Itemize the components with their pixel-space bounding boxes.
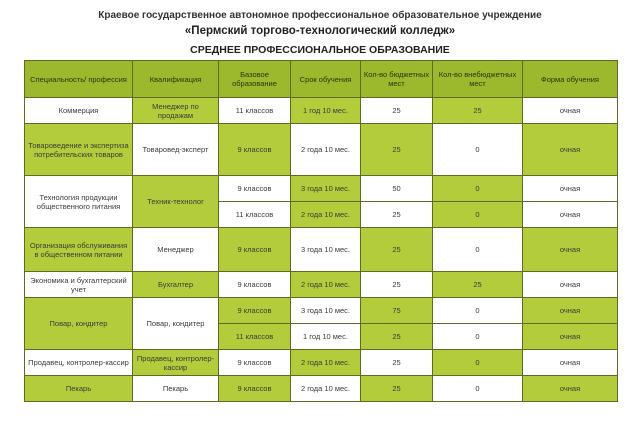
column-header: Кол-во бюджетных мест <box>361 61 433 98</box>
table-row <box>25 376 618 402</box>
table-cell: 25 <box>361 350 433 376</box>
column-header: Специальность/ профессия <box>25 61 133 98</box>
table-cell: 25 <box>361 324 433 350</box>
column-header: Форма обучения <box>523 61 618 98</box>
table-cell: Менеджер по продажам <box>133 98 219 124</box>
table-cell: Техник-технолог <box>133 176 219 228</box>
table-cell: Пекарь <box>25 376 133 402</box>
table-cell: 25 <box>361 272 433 298</box>
table-cell: Повар, кондитер <box>133 298 219 350</box>
table-cell: 2 года 10 мес. <box>291 350 361 376</box>
table-cell: Менеджер <box>133 228 219 272</box>
table-cell: Товароведение и экспертиза потребительских товаров <box>25 124 133 176</box>
table-cell: Технология продукции общественного питания <box>25 176 133 228</box>
section-title: СРЕДНЕЕ ПРОФЕССИОНАЛЬНОЕ ОБРАЗОВАНИЕ <box>190 44 450 56</box>
table-cell: Товаровед-эксперт <box>133 124 219 176</box>
table-cell: 2 года 10 мес. <box>291 376 361 402</box>
table-cell: Организация обслуживания в общественном питании <box>25 228 133 272</box>
table-row <box>25 298 618 324</box>
column-header: Базовое образование <box>219 61 291 98</box>
table-cell: очная <box>523 176 618 202</box>
table-cell: 2 года 10 мес. <box>291 124 361 176</box>
table-row <box>25 176 618 202</box>
programs-table <box>24 60 618 402</box>
table-cell: 25 <box>361 98 433 124</box>
table-cell: Коммерция <box>25 98 133 124</box>
table-cell: 9 классов <box>219 350 291 376</box>
column-header: Срок обучения <box>291 61 361 98</box>
table-cell: 0 <box>433 298 523 324</box>
table-cell: 25 <box>361 228 433 272</box>
table-cell: Пекарь <box>133 376 219 402</box>
table-cell: 1 год 10 мес. <box>291 324 361 350</box>
table-cell: 3 года 10 мес. <box>291 228 361 272</box>
table-cell: 9 классов <box>219 298 291 324</box>
table-cell: очная <box>523 228 618 272</box>
table-cell: 0 <box>433 176 523 202</box>
table-cell: Повар, кондитер <box>25 298 133 350</box>
table-row <box>25 228 618 272</box>
table-cell: 25 <box>361 124 433 176</box>
table-cell: очная <box>523 272 618 298</box>
table-cell: 50 <box>361 176 433 202</box>
table-cell: 9 классов <box>219 376 291 402</box>
table-row <box>25 124 618 176</box>
table-row <box>25 98 618 124</box>
table-cell: Продавец, контролер-кассир <box>133 350 219 376</box>
table-cell: 0 <box>433 324 523 350</box>
table-cell: очная <box>523 350 618 376</box>
table-cell: 25 <box>361 376 433 402</box>
table-cell: Экономика и бухгалтерский учет <box>25 272 133 298</box>
table-cell: 0 <box>433 202 523 228</box>
table-cell: Продавец, контролер-кассир <box>25 350 133 376</box>
table-row <box>25 350 618 376</box>
table-cell: 9 классов <box>219 176 291 202</box>
table-cell: 25 <box>433 98 523 124</box>
table-cell: Бухгалтер <box>133 272 219 298</box>
table-cell: очная <box>523 324 618 350</box>
table-cell: 0 <box>433 350 523 376</box>
table-cell: очная <box>523 376 618 402</box>
table-cell: 2 года 10 мес. <box>291 202 361 228</box>
table-cell: очная <box>523 202 618 228</box>
table-row <box>25 272 618 298</box>
table-cell: 11 классов <box>219 202 291 228</box>
table-cell: 11 классов <box>219 98 291 124</box>
table-cell: 9 классов <box>219 124 291 176</box>
table-header-row <box>25 61 618 98</box>
table-cell: 25 <box>433 272 523 298</box>
table-cell: 2 года 10 мес. <box>291 272 361 298</box>
table-cell: 0 <box>433 228 523 272</box>
column-header: Кол-во внебюджетных мест <box>433 61 523 98</box>
table-cell: очная <box>523 98 618 124</box>
table-cell: 3 года 10 мес. <box>291 176 361 202</box>
table-cell: 3 года 10 мес. <box>291 298 361 324</box>
column-header: Квалификация <box>133 61 219 98</box>
institution-line: Краевое государственное автономное профессиональное образовательное учреждение <box>98 10 542 21</box>
table-cell: 11 классов <box>219 324 291 350</box>
table-cell: очная <box>523 124 618 176</box>
table-cell: 9 классов <box>219 272 291 298</box>
table-cell: 25 <box>361 202 433 228</box>
table-cell: 75 <box>361 298 433 324</box>
table-cell: 0 <box>433 376 523 402</box>
table-cell: очная <box>523 298 618 324</box>
table-cell: 9 классов <box>219 228 291 272</box>
table-cell: 0 <box>433 124 523 176</box>
table-cell: 1 год 10 мес. <box>291 98 361 124</box>
college-name: «Пермский торгово-технологический колледж» <box>184 25 456 37</box>
